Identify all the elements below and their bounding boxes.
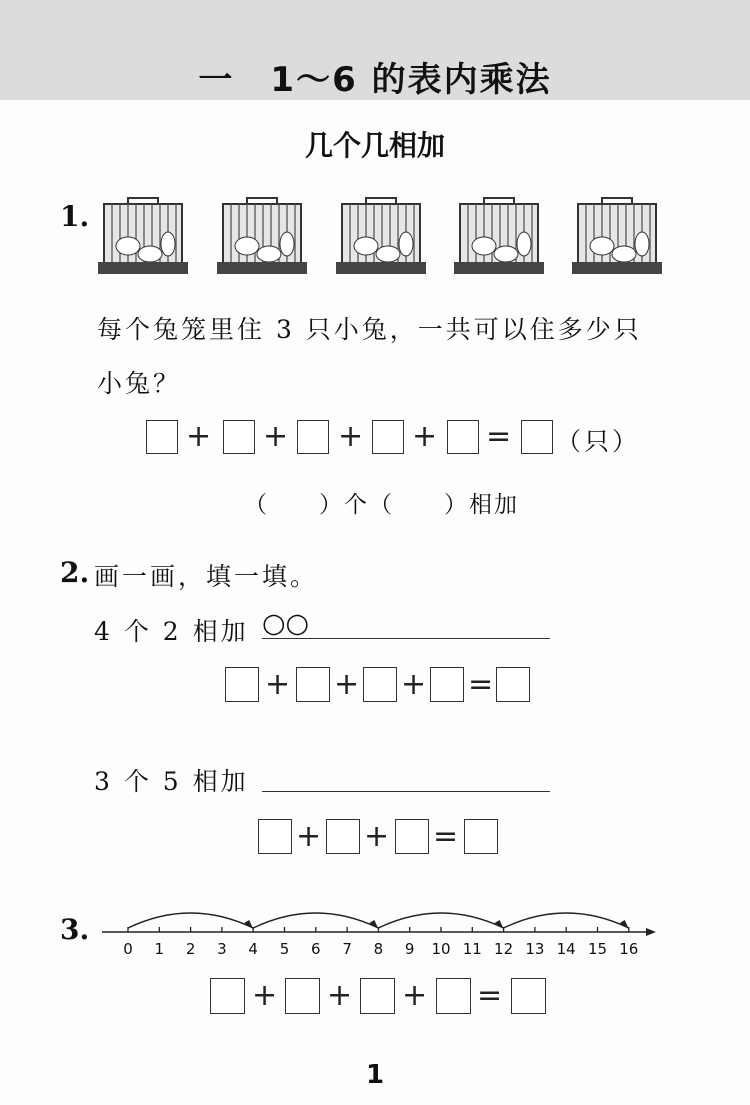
jump-arc bbox=[378, 913, 503, 928]
equals-sign: = bbox=[477, 978, 503, 1013]
number-line-label: 13 bbox=[525, 940, 545, 958]
answer-box[interactable] bbox=[363, 667, 397, 702]
answer-box[interactable] bbox=[146, 420, 178, 454]
question-3-number: 3. bbox=[60, 913, 90, 946]
rabbit-cage-5 bbox=[572, 196, 662, 274]
plus-sign: + bbox=[412, 419, 438, 454]
rabbit-cage-4 bbox=[454, 196, 544, 274]
drawn-circles: ○○ bbox=[262, 608, 310, 639]
number-line-label: 6 bbox=[311, 940, 321, 958]
number-line-label: 15 bbox=[587, 940, 608, 958]
section-title: 几个几相加 bbox=[304, 129, 445, 162]
question-1-text-line1: 每个兔笼里住 3 只小兔，一共可以住多少只 bbox=[97, 315, 642, 344]
number-line-label: 0 bbox=[123, 940, 133, 958]
plus-sign: + bbox=[265, 667, 291, 702]
number-line-label: 5 bbox=[279, 940, 290, 958]
answer-box[interactable] bbox=[464, 819, 498, 854]
answer-box[interactable] bbox=[430, 667, 464, 702]
chapter-title: 一 1～6 的表内乘法 bbox=[198, 60, 552, 100]
answer-box[interactable] bbox=[436, 978, 471, 1014]
question-2a-label: 4 个 2 相加 bbox=[94, 617, 249, 646]
answer-box[interactable] bbox=[521, 420, 553, 454]
plus-sign: + bbox=[186, 419, 212, 454]
number-line-label: 10 bbox=[431, 940, 451, 958]
drawing-line[interactable] bbox=[262, 638, 550, 639]
question-1-number: 1. bbox=[60, 200, 90, 233]
answer-box[interactable] bbox=[511, 978, 546, 1014]
number-line-label: 2 bbox=[185, 940, 196, 958]
plus-sign: + bbox=[401, 667, 427, 702]
answer-box[interactable] bbox=[223, 420, 255, 454]
page-number: 1 bbox=[365, 1060, 385, 1090]
answer-box[interactable] bbox=[258, 819, 292, 854]
answer-box[interactable] bbox=[225, 667, 259, 702]
equals-sign: = bbox=[433, 819, 459, 854]
number-line-label: 4 bbox=[248, 940, 258, 958]
answer-box[interactable] bbox=[210, 978, 245, 1014]
answer-box[interactable] bbox=[326, 819, 360, 854]
answer-box[interactable] bbox=[296, 667, 330, 702]
answer-box[interactable] bbox=[285, 978, 320, 1014]
plus-sign: + bbox=[296, 819, 322, 854]
plus-sign: + bbox=[263, 419, 289, 454]
plus-sign: + bbox=[334, 667, 360, 702]
jump-arc bbox=[253, 913, 378, 928]
answer-box[interactable] bbox=[372, 420, 404, 454]
rabbit-cage-2 bbox=[217, 196, 307, 274]
jump-arc bbox=[504, 913, 629, 928]
number-line-label: 3 bbox=[217, 940, 227, 958]
jump-arc bbox=[128, 913, 253, 928]
number-line-label: 11 bbox=[462, 940, 482, 958]
number-line-label: 12 bbox=[494, 940, 514, 958]
answer-box[interactable] bbox=[496, 667, 530, 702]
question-2-instruction: 画一画，填一填。 bbox=[94, 562, 319, 591]
equals-sign: = bbox=[486, 419, 512, 454]
question-1-text-line2: 小兔？ bbox=[97, 369, 182, 398]
unit-label: （只） bbox=[556, 427, 641, 456]
plus-sign: + bbox=[327, 978, 353, 1013]
answer-box[interactable] bbox=[297, 420, 329, 454]
drawing-line[interactable] bbox=[262, 791, 550, 792]
number-line-label: 16 bbox=[619, 940, 639, 958]
equals-sign: = bbox=[468, 667, 494, 702]
chapter-header bbox=[0, 0, 750, 100]
answer-box[interactable] bbox=[447, 420, 479, 454]
plus-sign: + bbox=[364, 819, 390, 854]
question-1-repeat-sentence: （ ）个（ ）相加 bbox=[244, 492, 519, 518]
question-2b-label: 3 个 5 相加 bbox=[94, 767, 249, 796]
number-line-label: 1 bbox=[154, 940, 165, 958]
question-2-number: 2. bbox=[60, 556, 90, 589]
plus-sign: + bbox=[402, 978, 428, 1013]
number-line-arrowhead bbox=[646, 928, 656, 936]
number-line-label: 14 bbox=[556, 940, 576, 958]
number-line-label: 8 bbox=[373, 940, 384, 958]
rabbit-cage-1 bbox=[98, 196, 188, 274]
number-line bbox=[0, 900, 750, 970]
number-line-label: 9 bbox=[404, 940, 415, 958]
plus-sign: + bbox=[338, 419, 364, 454]
number-line-label: 7 bbox=[342, 940, 352, 958]
plus-sign: + bbox=[252, 978, 278, 1013]
rabbit-cage-3 bbox=[336, 196, 426, 274]
answer-box[interactable] bbox=[360, 978, 395, 1014]
answer-box[interactable] bbox=[395, 819, 429, 854]
